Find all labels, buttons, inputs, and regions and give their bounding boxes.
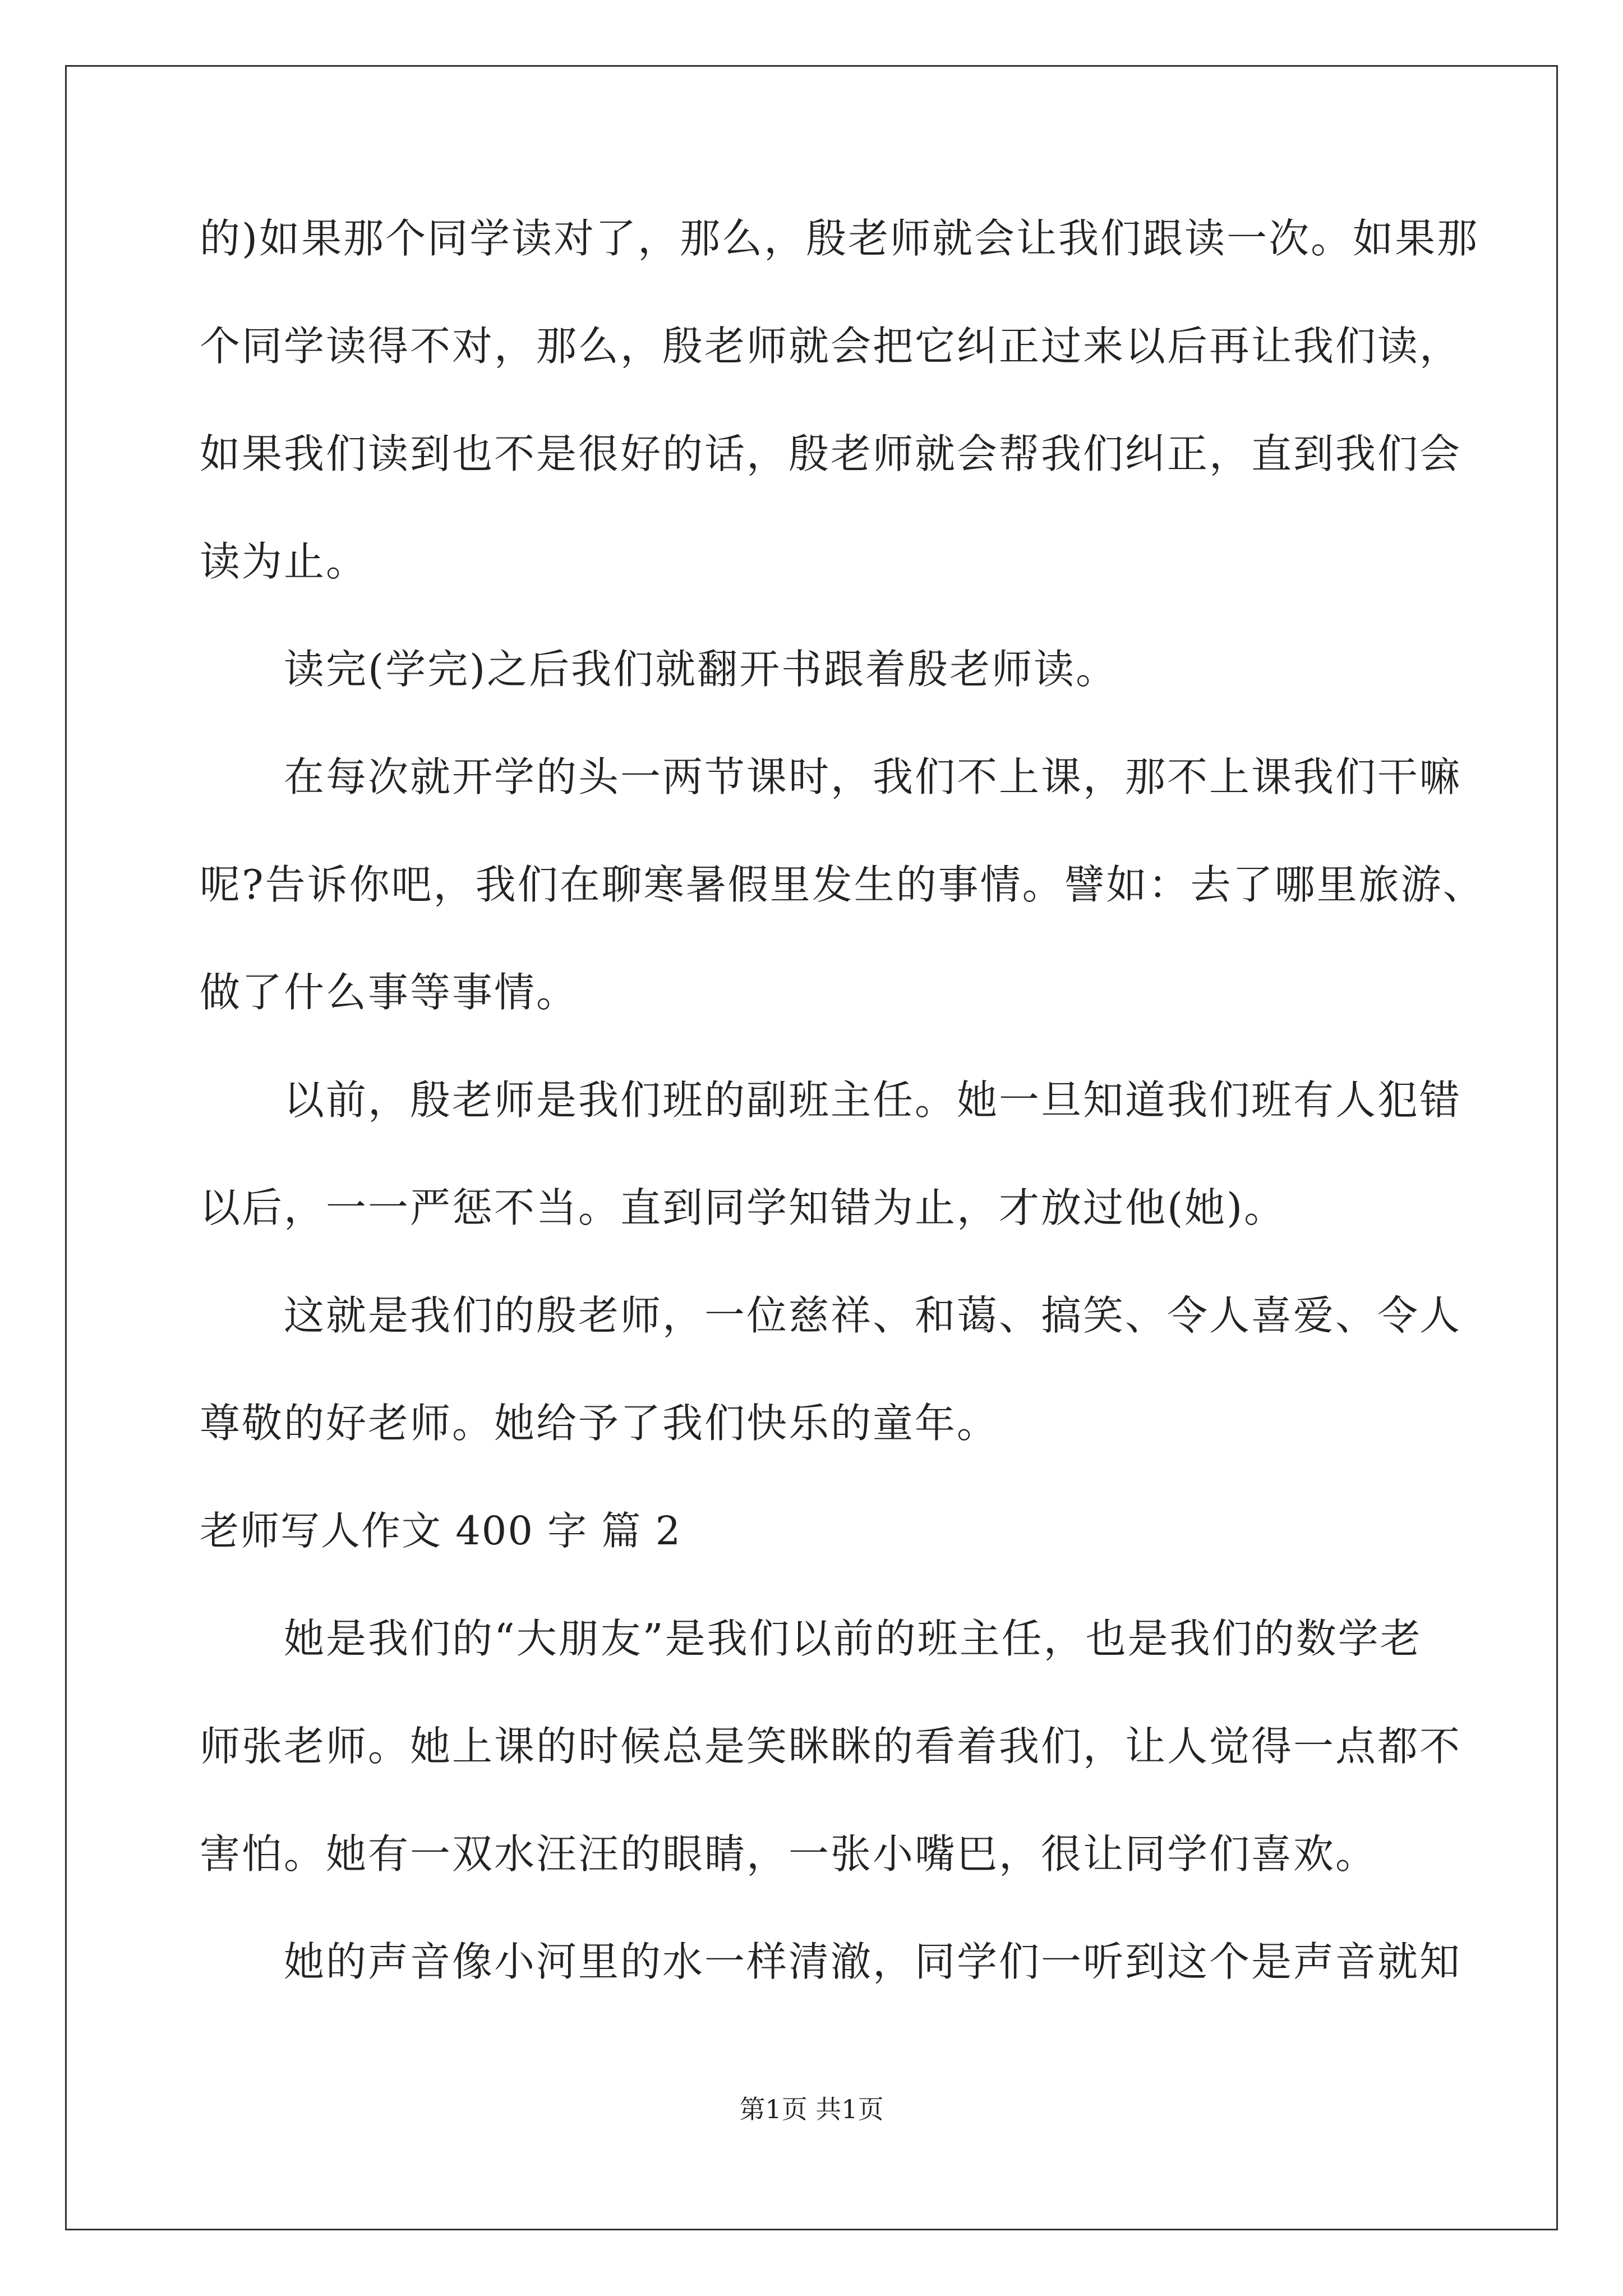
text-line: 如果我们读到也不是很好的话，殷老师就会帮我们纠正，直到我们会: [200, 430, 1462, 477]
page-footer: 第1页 共1页: [739, 2094, 884, 2124]
text-line: 读完(学完)之后我们就翻开书跟着殷老师读。: [200, 646, 1118, 693]
text-line: 在每次就开学的头一两节课时，我们不上课，那不上课我们干嘛: [200, 753, 1462, 800]
text-line: 师张老师。她上课的时候总是笑眯眯的看着我们，让人觉得一点都不: [200, 1723, 1462, 1770]
text-line: 做了什么事等事情。: [200, 969, 579, 1016]
text-line: 的)如果那个同学读对了，那么，殷老师就会让我们跟读一次。如果那: [200, 215, 1479, 262]
text-line: 个同学读得不对，那么，殷老师就会把它纠正过来以后再让我们读，: [200, 323, 1462, 370]
text-line: 尊敬的好老师。她给予了我们快乐的童年。: [200, 1400, 999, 1447]
text-line: 呢?告诉你吧，我们在聊寒暑假里发生的事情。譬如：去了哪里旅游、: [200, 861, 1485, 908]
text-line: 害怕。她有一双水汪汪的眼睛，一张小嘴巴，很让同学们喜欢。: [200, 1830, 1378, 1878]
page-border: [65, 65, 1558, 2230]
text-line: 她的声音像小河里的水一样清澈，同学们一听到这个是声音就知: [200, 1938, 1462, 1985]
section-heading: 老师写人作文 400 字 篇 2: [200, 1508, 682, 1554]
text-line: 读为止。: [200, 538, 368, 585]
text-line: 以前，殷老师是我们班的副班主任。她一旦知道我们班有人犯错: [200, 1076, 1462, 1124]
text-line: 这就是我们的殷老师，一位慈祥、和蔼、搞笑、令人喜爱、令人: [200, 1292, 1462, 1339]
text-line: 她是我们的“大朋友”是我们以前的班主任，也是我们的数学老: [200, 1615, 1422, 1662]
text-line: 以后，一一严惩不当。直到同学知错为止，才放过他(她)。: [200, 1184, 1287, 1231]
